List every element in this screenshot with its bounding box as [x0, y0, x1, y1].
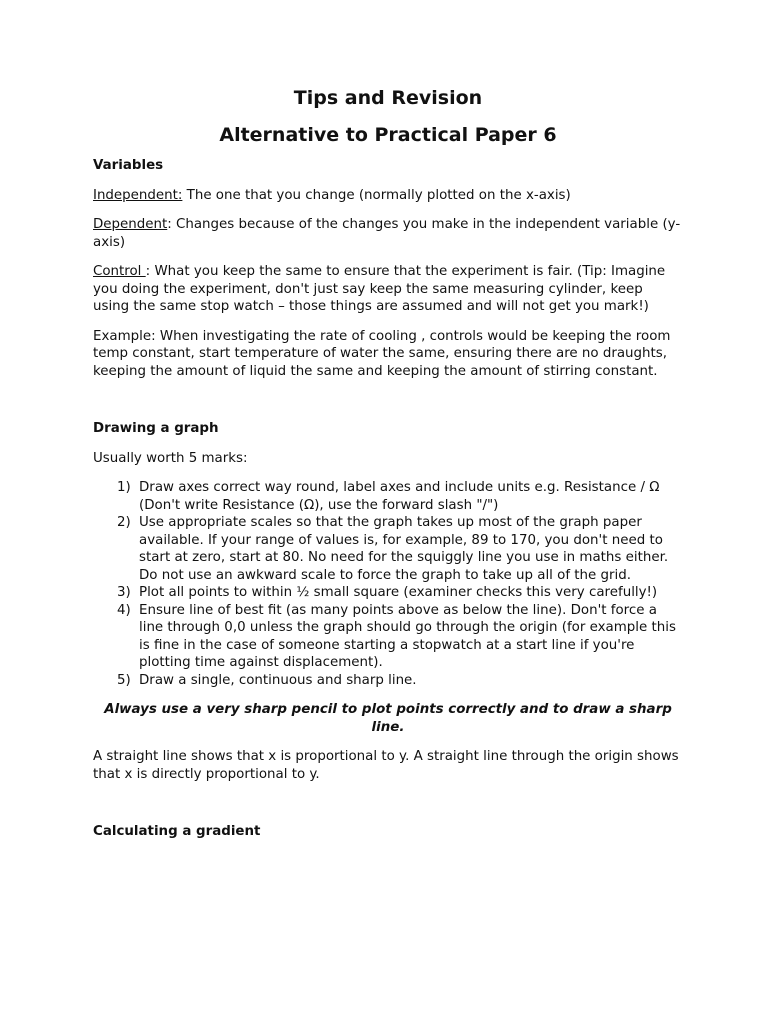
list-item: [93, 584, 683, 602]
list-number: 2): [117, 515, 131, 530]
proportional-note: A straight line shows that x is proportional to y. A straight line through the origin shows that x is directly proportional to y.: [93, 749, 679, 782]
graph-tips-list: [93, 479, 683, 689]
list-number: 5): [117, 672, 131, 688]
list-text: Ensure line of best fit (as many points above as below the line). Don't force a line through 0,0 unless the graph should go through the origin (for example this is fine in the case of someone starting a stopwatch at a start line if you're plotting time against displacement).: [139, 602, 676, 670]
dependent-text: : Changes because of the changes you make in the independent variable (y- axis): [93, 217, 681, 250]
independent-text: The one that you change (normally plotted on the x-axis): [182, 187, 571, 203]
control-text: : What you keep the same to ensure that the experiment is fair. (Tip: Imagine you doing the experiment, don't just say keep the same measuring cylinder, keep using the same stop watch – those things are assumed and will not get you mark!): [93, 264, 666, 314]
list-item: [93, 602, 683, 672]
list-item: [93, 514, 683, 584]
list-number: 1): [117, 480, 131, 495]
list-text: Plot all points to within ½ small square (examiner checks this very carefully!): [139, 585, 658, 600]
page-title: Tips and Revision: [293, 87, 483, 109]
gradient-heading: Calculating a gradient: [93, 824, 261, 839]
list-item: [93, 479, 683, 514]
list-text: Draw a single, continuous and sharp line.: [139, 672, 417, 688]
cooling-example: Example: When investigating the rate of cooling , controls would be keeping the room temp constant, start temperature of water the same, ensuring there are no draughts, keeping the amount of liquid the same and keeping the amount of stirring constant.: [93, 328, 671, 379]
list-text: Use appropriate scales so that the graph takes up most of the graph paper available. If your range of values is, for example, 89 to 170, you don't need to start at zero, start at 80. No need for the squiggly line you use in maths either. Do not use an awkward scale to force the graph to take up all of the grid.: [139, 515, 669, 583]
list-number: 3): [117, 585, 131, 600]
graph-intro: Usually worth 5 marks:: [93, 450, 248, 466]
control-term: Control: [93, 264, 146, 279]
dependent-definition: [93, 216, 683, 251]
document-page: [93, 84, 683, 841]
list-text: Draw axes correct way round, label axes and include units e.g. Resistance / Ω (Don't write Resistance (Ω), use the forward slash "/"): [139, 480, 660, 513]
independent-definition: [93, 187, 683, 205]
variables-heading: Variables: [93, 158, 164, 173]
independent-term: Independent:: [93, 187, 183, 203]
pencil-emphasis: Always use a very sharp pencil to plot points correctly and to draw a sharp line.: [104, 702, 672, 735]
list-number: 4): [117, 602, 131, 618]
dependent-term: Dependent: [93, 217, 168, 232]
graph-heading: Drawing a graph: [93, 421, 219, 436]
list-item: [93, 672, 683, 690]
page-subtitle: Alternative to Practical Paper 6: [219, 124, 557, 146]
control-definition: [93, 263, 683, 316]
